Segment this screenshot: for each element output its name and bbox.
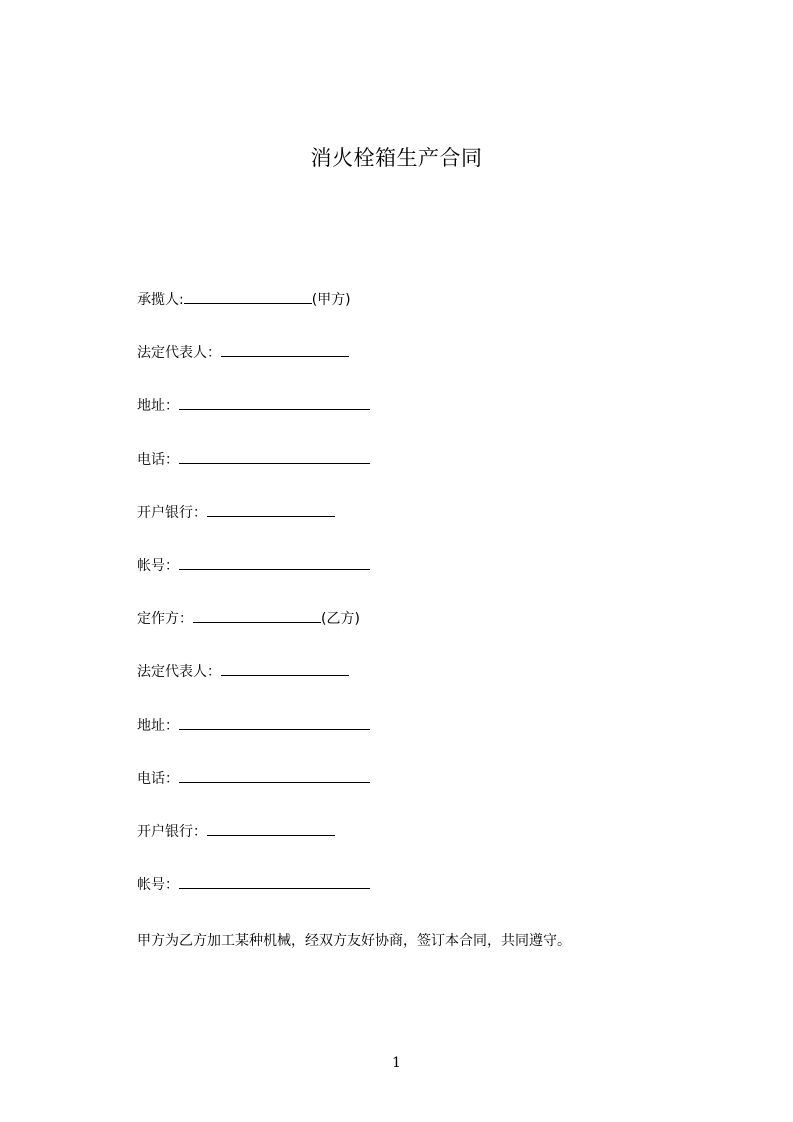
party-a-account-blank[interactable] [179, 554, 370, 570]
party-b-suffix: (乙方) [321, 611, 360, 628]
party-a-legal-rep-label: 法定代表人： [137, 345, 221, 362]
contract-statement: 甲方为乙方加工某种机械，经双方友好协商，签订本合同，共同遵守。 [137, 933, 571, 949]
party-b-bank-field [137, 820, 370, 873]
party-a-contractor-label: 承揽人: [137, 292, 184, 308]
party-a-address-field [137, 394, 370, 447]
party-a-bank-label: 开户银行： [137, 504, 207, 521]
party-a-account-field [137, 554, 370, 607]
party-fields [137, 288, 370, 926]
document-title: 消火栓箱生产合同 [310, 146, 483, 170]
party-b-address-blank[interactable] [179, 714, 370, 730]
party-b-orderer-blank[interactable] [193, 607, 321, 623]
party-b-address-field [137, 714, 370, 767]
party-b-account-blank[interactable] [179, 873, 370, 889]
party-a-address-label: 地址： [137, 398, 179, 415]
party-b-address-label: 地址： [137, 717, 179, 734]
party-b-legal-rep-label: 法定代表人： [137, 664, 221, 681]
party-a-legal-rep-blank[interactable] [221, 341, 349, 357]
party-b-orderer-field [137, 607, 370, 660]
party-a-account-label: 帐号： [137, 557, 179, 574]
party-b-account-label: 帐号： [137, 877, 179, 894]
party-b-account-field [137, 873, 370, 926]
party-a-suffix: (甲方) [311, 292, 351, 308]
party-b-phone-blank[interactable] [179, 767, 370, 783]
party-a-phone-label: 电话： [137, 451, 179, 468]
party-a-bank-field [137, 501, 370, 554]
party-a-phone-field [137, 448, 370, 501]
party-b-phone-field [137, 767, 370, 820]
party-b-phone-label: 电话： [137, 770, 179, 787]
party-a-contractor-field [137, 288, 370, 341]
party-b-orderer-label: 定作方： [137, 611, 193, 628]
party-a-contractor-blank[interactable] [184, 288, 312, 304]
party-b-bank-blank[interactable] [207, 820, 335, 836]
party-a-address-blank[interactable] [179, 394, 370, 410]
party-a-bank-blank[interactable] [207, 501, 335, 517]
party-b-legal-rep-field [137, 660, 370, 713]
page-number: 1 [392, 1055, 401, 1071]
party-b-legal-rep-blank[interactable] [221, 660, 349, 676]
party-b-bank-label: 开户银行： [137, 823, 207, 840]
party-a-legal-rep-field [137, 341, 370, 394]
party-a-phone-blank[interactable] [179, 448, 370, 464]
